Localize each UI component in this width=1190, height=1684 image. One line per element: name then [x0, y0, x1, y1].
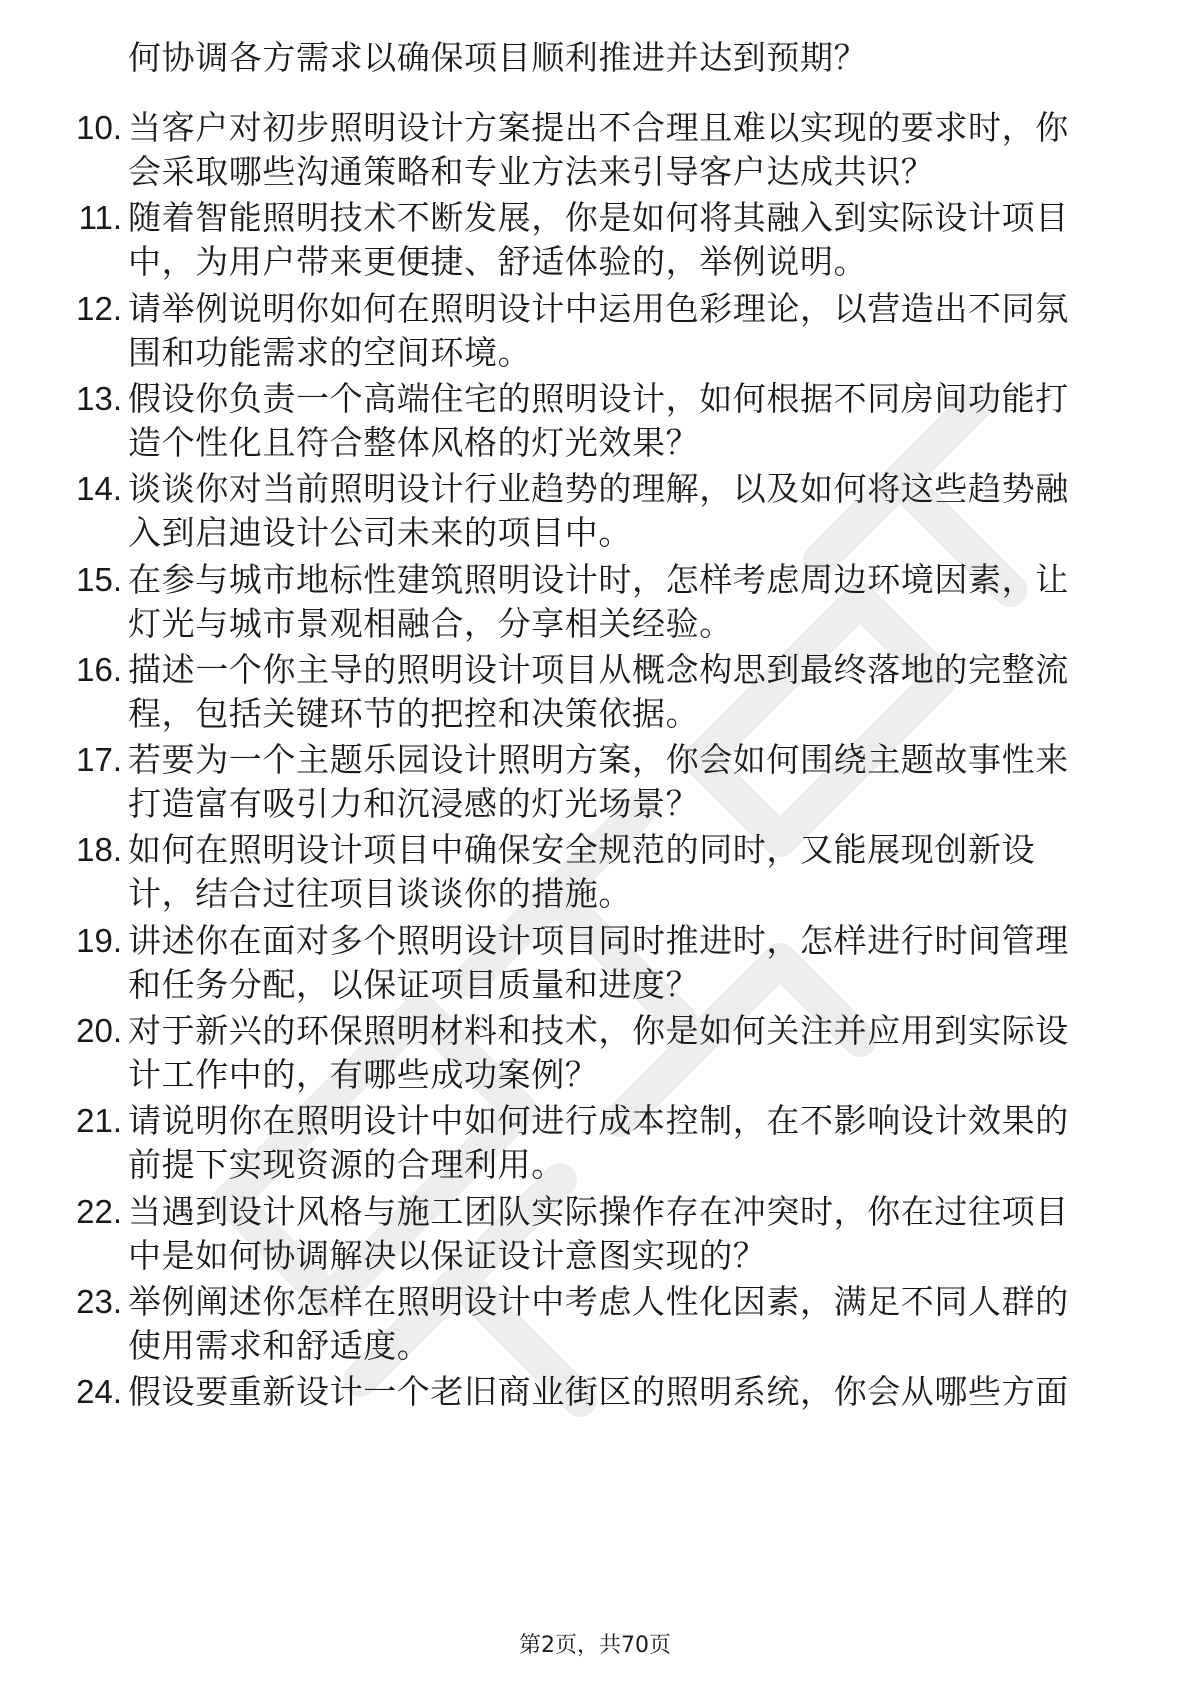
- question-number: 22.: [76, 1193, 122, 1230]
- continuation-line: 何协调各方需求以确保项目顺利推进并达到预期？: [128, 38, 868, 77]
- question-number: 18.: [76, 831, 122, 868]
- question-text-line: 计，结合过往项目谈谈你的措施。: [128, 874, 632, 913]
- question-number: 10.: [76, 109, 122, 146]
- question-text-line: 灯光与城市景观相融合，分享相关经验。: [128, 604, 733, 643]
- page-footer: 第2页，共70页: [519, 1633, 671, 1658]
- question-text-line: 如何在照明设计项目中确保安全规范的同时，又能展现创新设: [128, 830, 1036, 869]
- question-text-line: 和任务分配，以保证项目质量和进度？: [128, 965, 700, 1004]
- question-text-line: 随着智能照明技术不断发展，你是如何将其融入到实际设计项目: [128, 198, 1069, 237]
- question-text-line: 当客户对初步照明设计方案提出不合理且难以实现的要求时，你: [128, 108, 1069, 147]
- question-text-line: 打造富有吸引力和沉浸感的灯光场景？: [128, 784, 700, 823]
- question-text-line: 造个性化且符合整体风格的灯光效果？: [128, 423, 700, 462]
- question-number: 14.: [76, 470, 122, 507]
- question-number: 24.: [76, 1373, 122, 1410]
- question-number: 15.: [76, 561, 122, 598]
- question-number: 17.: [76, 741, 122, 778]
- question-text-line: 假设要重新设计一个老旧商业街区的照明系统，你会从哪些方面: [128, 1372, 1069, 1411]
- question-number: 19.: [76, 922, 122, 959]
- question-text-line: 谈谈你对当前照明设计行业趋势的理解，以及如何将这些趋势融: [128, 469, 1069, 508]
- question-text-line: 举例阐述你怎样在照明设计中考虑人性化因素，满足不同人群的: [128, 1282, 1069, 1321]
- question-text-line: 讲述你在面对多个照明设计项目同时推进时，怎样进行时间管理: [128, 921, 1069, 960]
- question-text-line: 中是如何协调解决以保证设计意图实现的？: [128, 1236, 767, 1275]
- question-text-line: 会采取哪些沟通策略和专业方法来引导客户达成共识？: [128, 152, 935, 191]
- question-text-line: 当遇到设计风格与施工团队实际操作存在冲突时，你在过往项目: [128, 1192, 1069, 1231]
- question-text-line: 描述一个你主导的照明设计项目从概念构思到最终落地的完整流: [128, 650, 1069, 689]
- question-number: 12.: [76, 290, 122, 327]
- question-text-line: 在参与城市地标性建筑照明设计时，怎样考虑周边环境因素，让: [128, 560, 1069, 599]
- question-text-line: 入到启迪设计公司未来的项目中。: [128, 513, 632, 552]
- question-text-line: 对于新兴的环保照明材料和技术，你是如何关注并应用到实际设: [128, 1011, 1069, 1050]
- question-text-line: 若要为一个主题乐园设计照明方案，你会如何围绕主题故事性来: [128, 740, 1069, 779]
- question-text-line: 前提下实现资源的合理利用。: [128, 1145, 565, 1184]
- question-number: 23.: [76, 1283, 122, 1320]
- question-number: 20.: [76, 1012, 122, 1049]
- question-number: 16.: [76, 651, 122, 688]
- question-text-line: 程，包括关键环节的把控和决策依据。: [128, 694, 700, 733]
- question-text-line: 围和功能需求的空间环境。: [128, 333, 532, 372]
- question-text-line: 中，为用户带来更便捷、舒适体验的，举例说明。: [128, 242, 868, 281]
- question-text-line: 请说明你在照明设计中如何进行成本控制，在不影响设计效果的: [128, 1101, 1069, 1140]
- question-text-line: 请举例说明你如何在照明设计中运用色彩理论，以营造出不同氛: [128, 289, 1069, 328]
- question-text-line: 假设你负责一个高端住宅的照明设计，如何根据不同房间功能打: [128, 379, 1069, 418]
- question-text-line: 计工作中的，有哪些成功案例？: [128, 1055, 599, 1094]
- question-text-line: 使用需求和舒适度。: [128, 1326, 431, 1365]
- question-number: 13.: [76, 380, 122, 417]
- question-number: 21.: [76, 1102, 122, 1139]
- question-number: 11.: [78, 199, 122, 236]
